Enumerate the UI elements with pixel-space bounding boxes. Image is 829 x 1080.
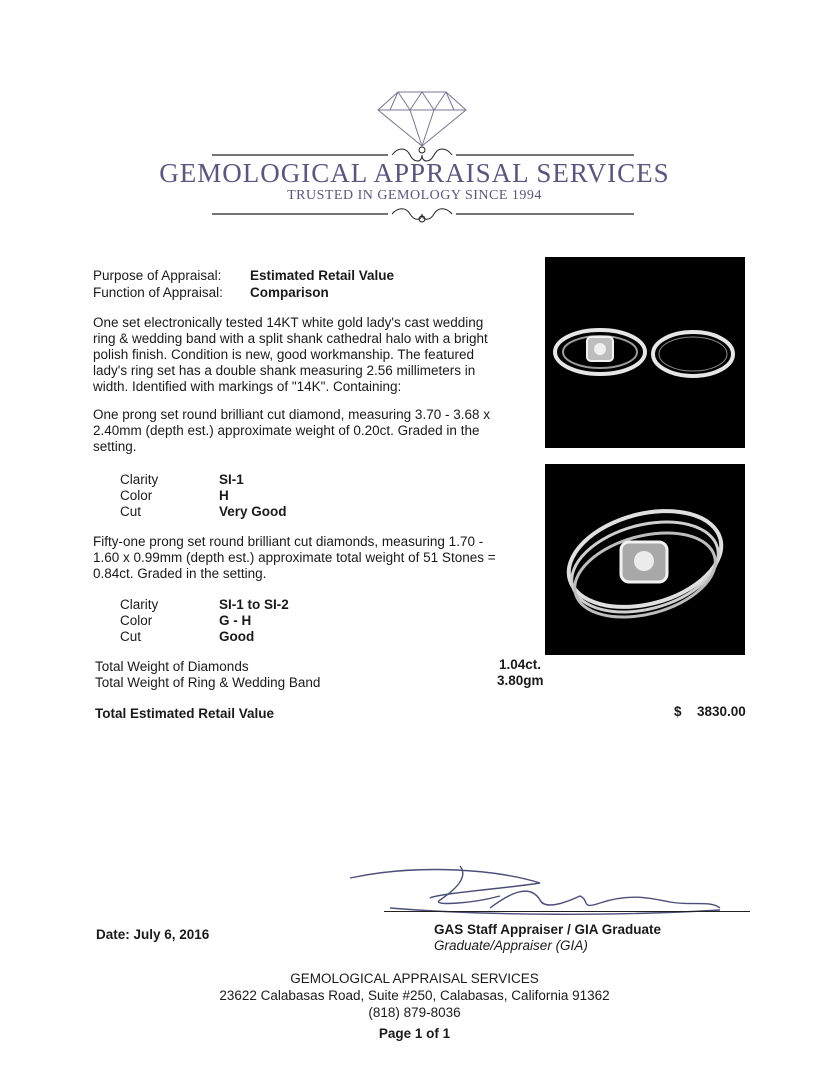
total-diamonds-label: Total Weight of Diamonds [95, 659, 249, 674]
side-clarity-label: Clarity [120, 597, 159, 612]
total-retail-label: Total Estimated Retail Value [95, 706, 275, 721]
function-label: Function of Appraisal: [93, 285, 223, 300]
ring-set-photo [545, 257, 745, 448]
side-stones-description: Fifty-one prong set round brilliant cut diamonds, measuring 1.70 - 1.60 x 0.99mm (depth est.) approximate total weight of 51 Stones = 0.84ct. Graded in the setting. [93, 534, 496, 581]
footer-phone: (818) 879-8036 [368, 1005, 461, 1020]
function-value: Comparison [250, 285, 329, 300]
side-color-label: Color [120, 613, 153, 628]
ring-angle-photo [545, 464, 745, 655]
side-color-value: G - H [219, 613, 252, 628]
total-ring-label: Total Weight of Ring & Wedding Band [95, 675, 321, 690]
total-diamonds-value: 1.04ct. [499, 657, 542, 672]
org-name: GEMOLOGICAL APPRAISAL SERVICES [159, 158, 670, 188]
center-cut-label: Cut [120, 504, 142, 519]
appraiser-subtitle: Graduate/Appraiser (GIA) [434, 938, 588, 953]
footer-org-name: GEMOLOGICAL APPRAISAL SERVICES [290, 971, 539, 986]
page-number: Page 1 of 1 [378, 1026, 451, 1041]
center-color-label: Color [120, 488, 153, 503]
signature-line [384, 911, 750, 912]
center-clarity-label: Clarity [120, 472, 159, 487]
center-stone-description: One prong set round brilliant cut diamond, measuring 3.70 - 3.68 x 2.40mm (depth est.) approximate weight of 0.20ct. Graded in the setting. [93, 407, 490, 454]
side-cut-value: Good [219, 629, 255, 644]
purpose-label: Purpose of Appraisal: [93, 268, 222, 283]
appraisal-date: Date: July 6, 2016 [96, 927, 210, 942]
item-description: One set electronically tested 14KT white gold lady's cast wedding ring & wedding band with a split shank cathedral halo with a bright polish finish. Condition is new, good workmanship. The featured lady's ring set has a double shank measuring 2.56 millimeters in width. Identified with markings of "14K". Containing: [93, 315, 488, 394]
center-color-value: H [219, 488, 229, 503]
ring-set-image [545, 257, 745, 448]
ring-angle-image [545, 464, 745, 655]
appraiser-title: GAS Staff Appraiser / GIA Graduate [434, 922, 662, 937]
side-clarity-value: SI-1 to SI-2 [219, 597, 289, 612]
signature-image [340, 858, 760, 928]
side-cut-label: Cut [120, 629, 142, 644]
currency-symbol: $ [674, 704, 682, 719]
tagline: TRUSTED IN GEMOLOGY SINCE 1994 [287, 188, 542, 203]
footer-address: 23622 Calabasas Road, Suite #250, Calabasas, California 91362 [219, 988, 610, 1003]
center-clarity-value: SI-1 [219, 472, 244, 487]
total-retail-value: 3830.00 [697, 704, 746, 719]
total-ring-value: 3.80gm [497, 673, 544, 688]
purpose-value: Estimated Retail Value [250, 268, 395, 283]
center-cut-value: Very Good [219, 504, 287, 519]
